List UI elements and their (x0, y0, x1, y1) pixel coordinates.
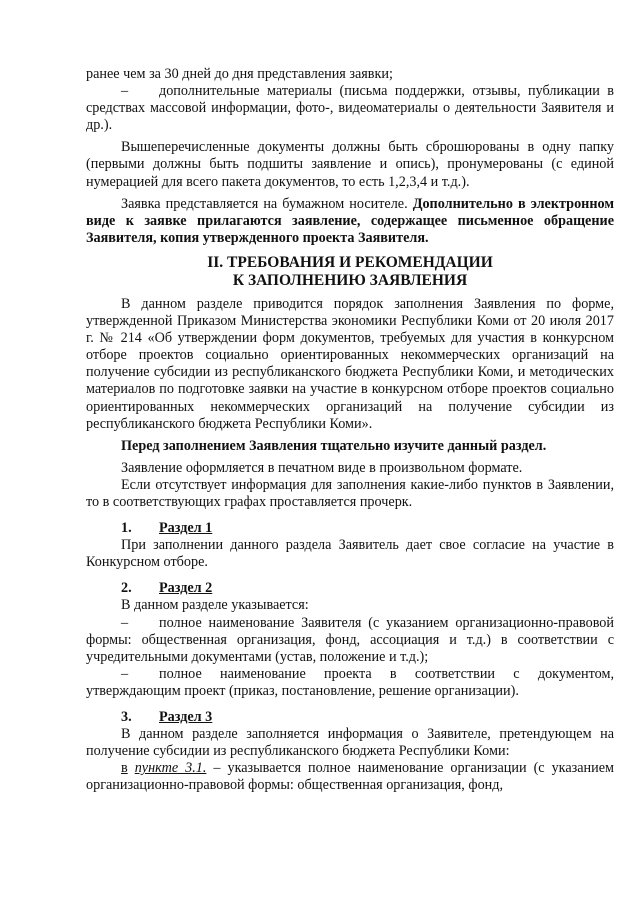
list-item-applicant-name (86, 615, 614, 666)
list-item-additional-materials (86, 83, 614, 134)
paragraph-binding-requirements: Вышеперечисленные документы должны быть сброшюрованы в одну папку (первыми должны быть подшиты заявление и опись), пронумерованы (с единой нумерацией для всего пакета документов, то есть 1,2,3,4 и т.д.). (86, 139, 614, 190)
subsection-1-heading (86, 520, 614, 537)
dash-marker: – (121, 665, 129, 682)
paragraph-print-format: Заявление оформляется в печатном виде в произвольном формате. (121, 459, 523, 476)
item-lead-preposition: в (121, 760, 128, 777)
subsection-title: Раздел 1 (159, 520, 213, 537)
subsection-3-text: В данном разделе заполняется информация о Заявителе, претендующем на получение субсидии из республиканского бюджета Республики Коми: (86, 726, 614, 760)
list-item-text: дополнительные материалы (письма поддержки, отзывы, публикации в средствах массовой информации, фото-, видеоматериалы о деятельности Заявителя и др.). (86, 83, 614, 134)
item-lead-reference: пункте 3.1. (134, 760, 207, 777)
paragraph-paper-submission (86, 196, 614, 247)
paragraph-plain-text: Заявка представляется на бумажном носителе. (121, 195, 413, 212)
paragraph-missing-info: Если отсутствует информация для заполнения какие-либо пунктов в Заявлении, то в соответствующих графах проставляется прочерк. (86, 476, 614, 510)
dash-marker: – (121, 614, 129, 631)
subsection-2-heading (86, 580, 614, 597)
paragraph-section-intro: В данном разделе приводится порядок заполнения Заявления по форме, утвержденной Приказом Министерства экономики Республики Коми от 20 июля 2017 г. № 214 «Об утверждении форм документов, требуемых для участия в конкурсном отборе проектов социально ориентированных некоммерческих организаций на получение субсидии из республиканского бюджета Республики Коми, и методических материалов по подготовке заявки на участие в конкурсном отборе проектов социально ориентированных некоммерческих организаций на получение субсидии из республиканского бюджета Республики Коми». (86, 295, 614, 432)
paragraph-bold-text: Дополнительно в электронном виде к заявке прилагаются заявление, содержащее письменное обращение Заявителя, копия утвержденного проекта Заявителя. (86, 195, 614, 246)
paragraph-item-3-1 (86, 760, 614, 794)
subsection-title: Раздел 2 (159, 580, 213, 597)
list-item-text: полное наименование проекта в соответствии с документом, утверждающим проект (приказ, постановление, решение организации). (86, 665, 614, 699)
subsection-3-heading (86, 709, 614, 726)
item-text: – указывается полное наименование организации (с указанием организационно-правовой формы: общественная организация, фонд, (86, 760, 615, 794)
section-heading-line-1: II. ТРЕБОВАНИЯ И РЕКОМЕНДАЦИИ (207, 253, 493, 271)
section-heading-line-2: К ЗАПОЛНЕНИЮ ЗАЯВЛЕНИЯ (232, 271, 468, 289)
subsection-number: 3. (121, 709, 132, 725)
list-item-text: полное наименование Заявителя (с указанием организационно-правовой формы: общественная организация, фонд, ассоциация и т.д.) в соответствии с учредительными документами (устав, положение и т.д.); (86, 614, 614, 665)
subsection-2-text: В данном разделе указывается: (121, 597, 309, 614)
subsection-number: 2. (121, 580, 132, 597)
document-body (86, 66, 614, 794)
paragraph-study-notice: Перед заполнением Заявления тщательно изучите данный раздел. (121, 437, 547, 454)
paragraph-continuation: ранее чем за 30 дней до дня представления заявки; (86, 66, 393, 82)
subsection-number: 1. (121, 520, 132, 537)
list-item-project-name (86, 666, 614, 700)
subsection-title: Раздел 3 (159, 709, 213, 725)
section-heading (86, 254, 614, 290)
dash-marker: – (121, 83, 129, 100)
subsection-1-text: При заполнении данного раздела Заявитель дает свое согласие на участие в Конкурсном отборе. (86, 537, 614, 571)
